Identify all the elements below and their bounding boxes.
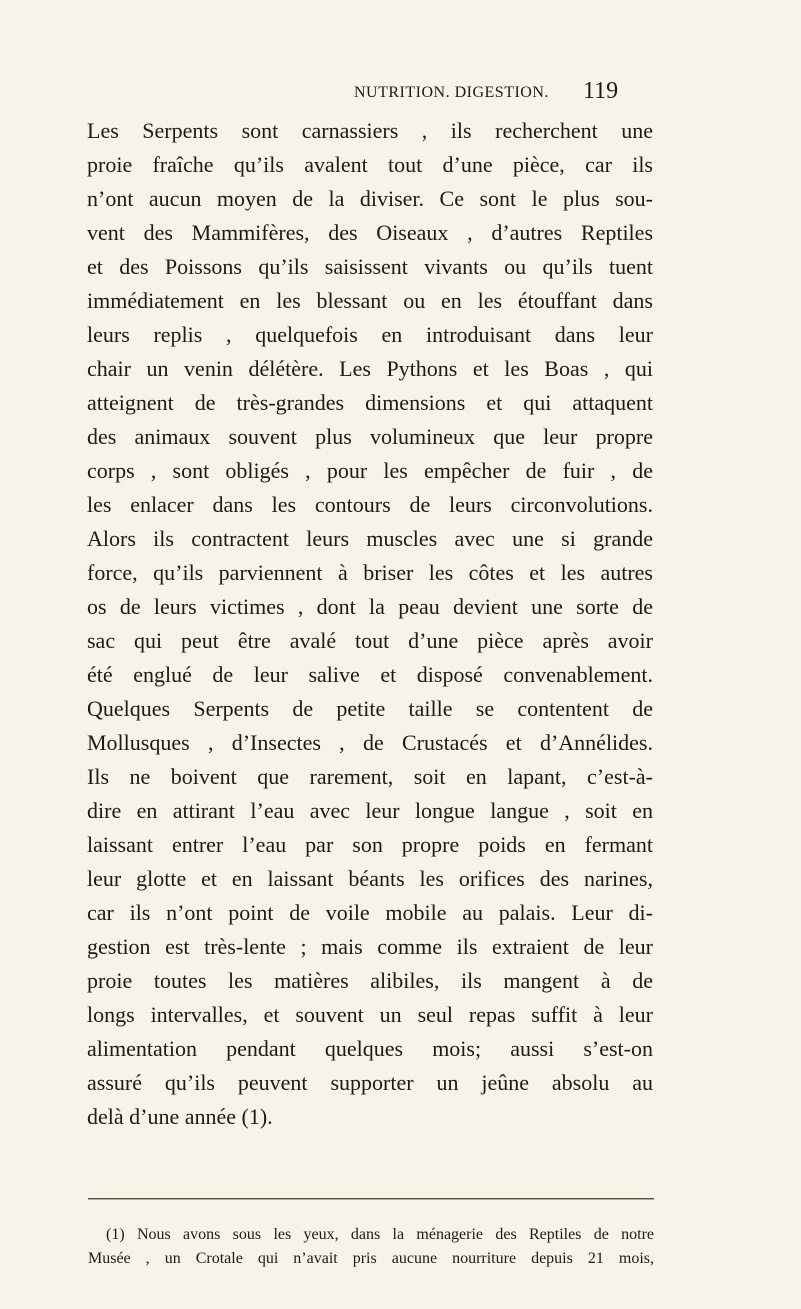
text-line: assuré qu’ils peuvent supporter un jeûne absolu au [87,1070,653,1095]
text-line: os de leurs victimes , dont la peau devient une sorte de [87,594,653,619]
text-line: chair un venin délétère. Les Pythons et les Boas , qui [87,356,653,381]
footnote-divider [88,1198,654,1200]
text-line: Mollusques , d’Insectes , de Crustacés et d’Annélides. [87,730,653,755]
text-line: n’ont aucun moyen de la diviser. Ce sont le plus sou- [87,186,653,211]
text-line: alimentation pendant quelques mois; aussi s’est-on [87,1036,653,1061]
text-line: les enlacer dans les contours de leurs circonvolutions. [87,492,653,517]
text-line: proie fraîche qu’ils avalent tout d’une pièce, car ils [87,152,653,177]
text-line: des animaux souvent plus volumineux que leur propre [87,424,653,449]
text-line: vent des Mammifères, des Oiseaux , d’autres Reptiles [87,220,653,245]
text-line: été englué de leur salive et disposé convenablement. [87,662,653,687]
text-line: gestion est très-lente ; mais comme ils extraient de leur [87,934,653,959]
page-number: 119 [583,78,619,104]
text-line: sac qui peut être avalé tout d’une pièce après avoir [87,628,653,653]
text-line: et des Poissons qu’ils saisissent vivants ou qu’ils tuent [87,254,653,279]
footnote-line: Musée , un Crotale qui n’avait pris aucune nourriture depuis 21 mois, [88,1250,654,1267]
text-line: Ils ne boivent que rarement, soit en lapant, c’est-à- [87,764,653,789]
text-line: proie toutes les matières alibiles, ils mangent à de [87,968,653,993]
running-head [0,80,801,110]
text-line: force, qu’ils parviennent à briser les côtes et les autres [87,560,653,585]
text-line: longs intervalles, et souvent un seul repas suffit à leur [87,1002,653,1027]
text-line: Les Serpents sont carnassiers , ils recherchent une [87,118,653,143]
footnote [88,1223,654,1271]
text-line: dire en attirant l’eau avec leur longue langue , soit en [87,798,653,823]
text-line: immédiatement en les blessant ou en les étouffant dans [87,288,653,313]
text-line: leur glotte et en laissant béants les orifices des narines, [87,866,653,891]
text-line: delà d’une année (1). [87,1104,273,1129]
text-line: corps , sont obligés , pour les empêcher de fuir , de [87,458,653,483]
main-paragraph [87,114,653,1134]
running-title: NUTRITION. DIGESTION. [354,84,549,101]
text-line: atteignent de très-grandes dimensions et qui attaquent [87,390,653,415]
text-line: car ils n’ont point de voile mobile au palais. Leur di- [87,900,653,925]
text-line: Alors ils contractent leurs muscles avec une si grande [87,526,653,551]
text-line: Quelques Serpents de petite taille se contentent de [87,696,653,721]
text-line: leurs replis , quelquefois en introduisant dans leur [87,322,653,347]
text-line: laissant entrer l’eau par son propre poids en fermant [87,832,653,857]
footnote-line: (1) Nous avons sous les yeux, dans la ménagerie des Reptiles de notre [106,1226,654,1243]
